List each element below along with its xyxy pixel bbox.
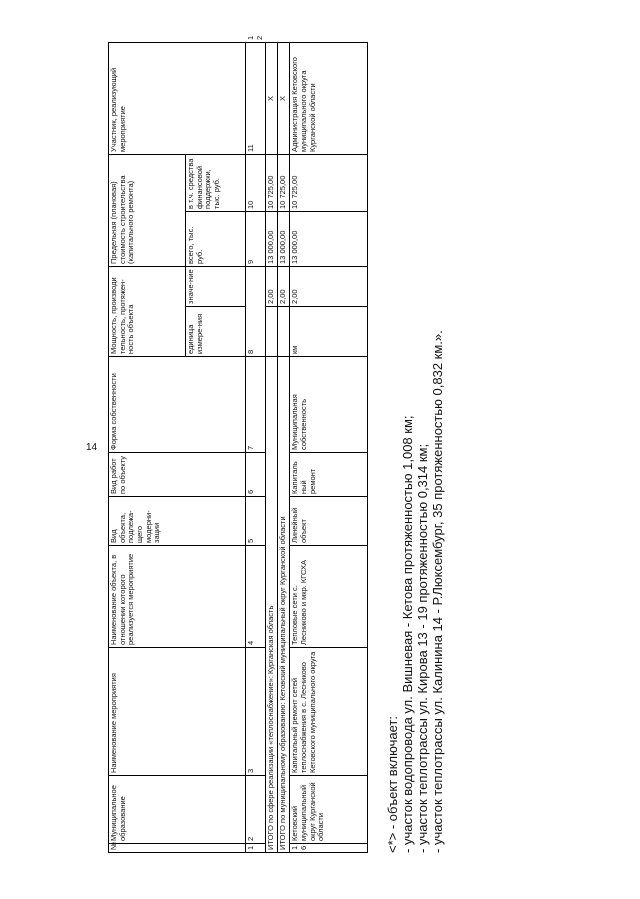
header-capacity: Мощность, производи тельность, протяжен-ность объекта xyxy=(109,266,186,356)
header-total: всего, тыс. руб. xyxy=(186,211,246,266)
investment-table xyxy=(108,35,368,853)
colnum-cell: 11 xyxy=(246,42,266,154)
colnum-cell: 7 xyxy=(246,357,266,453)
header-object-name: Наименование объекта, в отношении которого реализуется мероприятие xyxy=(109,546,246,648)
header-event-name: Наименование мероприятия xyxy=(109,648,246,776)
footnote-item: - участок теплотрассы ул. Калинина 14 - Р.Люксембург, 35 протяженностью 0,832 км.». xyxy=(430,330,445,853)
table-row xyxy=(290,42,368,852)
colnum-cell: 8 xyxy=(246,266,266,356)
colnum-cell: 2 xyxy=(246,776,266,844)
itogo-municipal-value: 2,00 xyxy=(278,266,290,306)
row-object-name: Тепловые сети с. Лесниково и мкр. КГСХА xyxy=(290,546,368,648)
rotated-page-content xyxy=(0,29,640,899)
itogo-municipal-total: 13 000,00 xyxy=(278,211,290,266)
page-number: 14 xyxy=(86,442,98,453)
itogo-sphere-value: 2,00 xyxy=(266,266,278,306)
footnote-item: - участок водопровода ул. Вишневая - Кетова протяженностью 1,008 км; xyxy=(400,415,415,853)
itogo-sphere-total: 13 000,00 xyxy=(266,211,278,266)
itogo-sphere-support: 10 725,00 xyxy=(266,154,278,211)
row-object-type: Линейный объект xyxy=(290,497,368,546)
row-participant: Администрация Кетовского муниципального округа Курганской области xyxy=(290,42,368,154)
row-work-type: Капиталь ный ремонт xyxy=(290,453,368,497)
header-participant: Участник, реализующий мероприятие xyxy=(109,42,246,154)
header-value: значе-ние xyxy=(186,266,246,306)
itogo-municipal-support: 10 725,00 xyxy=(278,154,290,211)
row-ownership: Муниципальная собственность xyxy=(290,357,368,453)
header-row xyxy=(109,42,186,852)
header-cost: Предельная (плановая) стоимость строительства (капитального ремонта) xyxy=(109,154,186,266)
footnote-item: - участок теплотрассы ул. Кирова 13 - 19 протяженностью 0,314 км; xyxy=(415,443,430,853)
itogo-sphere-participant: Х xyxy=(266,42,278,154)
itogo-sphere-unit xyxy=(266,307,278,357)
header-no: № xyxy=(109,844,246,853)
header-financial-support: в т.ч. средства финансовой поддержки, тыс. руб. xyxy=(186,154,246,211)
header-object-type: Вид объекта, подлежа-щего модерни-зации xyxy=(109,497,246,546)
row-value: 2,00 xyxy=(290,266,368,306)
colnum-cell: 3 xyxy=(246,648,266,776)
colnum-cell: 10 xyxy=(246,154,266,211)
colnum-cell: 9 xyxy=(246,211,266,266)
itogo-sphere-label: ИТОГО по сфере реализации «теплоснабжение»: Курганская область xyxy=(266,357,278,853)
row-support: 10 725,00 xyxy=(290,154,368,211)
footnotes xyxy=(385,53,445,853)
colnum-cell: 1 xyxy=(246,844,266,853)
itogo-municipal-participant: Х xyxy=(278,42,290,154)
header-work-type: Вид работ по объекту xyxy=(109,453,246,497)
footnote-intro: <*> - объект включает: xyxy=(385,716,400,853)
row-total: 13 000,00 xyxy=(290,211,368,266)
row-unit: км xyxy=(290,307,368,357)
itogo-municipal-row xyxy=(278,42,290,852)
column-numbers-row: 1 2 3 4 5 6 7 8 9 10 11 12 xyxy=(246,42,266,852)
row-no: 16 xyxy=(290,844,368,853)
row-municipality: Кетовский муниципальный округ Курганской области xyxy=(290,776,368,844)
itogo-municipal-unit xyxy=(278,307,290,357)
header-ownership: Форма собственности xyxy=(109,357,246,453)
colnum-cell: 6 xyxy=(246,453,266,497)
row-event-name: Капитальный ремонт сетей теплоснабжения в с. Лесниково Кетовского муниципального округа xyxy=(290,648,368,776)
header-unit: единица измере-ния xyxy=(186,307,246,357)
colnum-cell: 5 xyxy=(246,497,266,546)
itogo-sphere-row xyxy=(266,42,278,852)
colnum-cell: 4 xyxy=(246,546,266,648)
itogo-municipal-label: ИТОГО по муниципальному образованию: Кетовский муниципальный округ Курганской области xyxy=(278,357,290,853)
header-municipality: Муниципальное образование xyxy=(109,776,246,844)
